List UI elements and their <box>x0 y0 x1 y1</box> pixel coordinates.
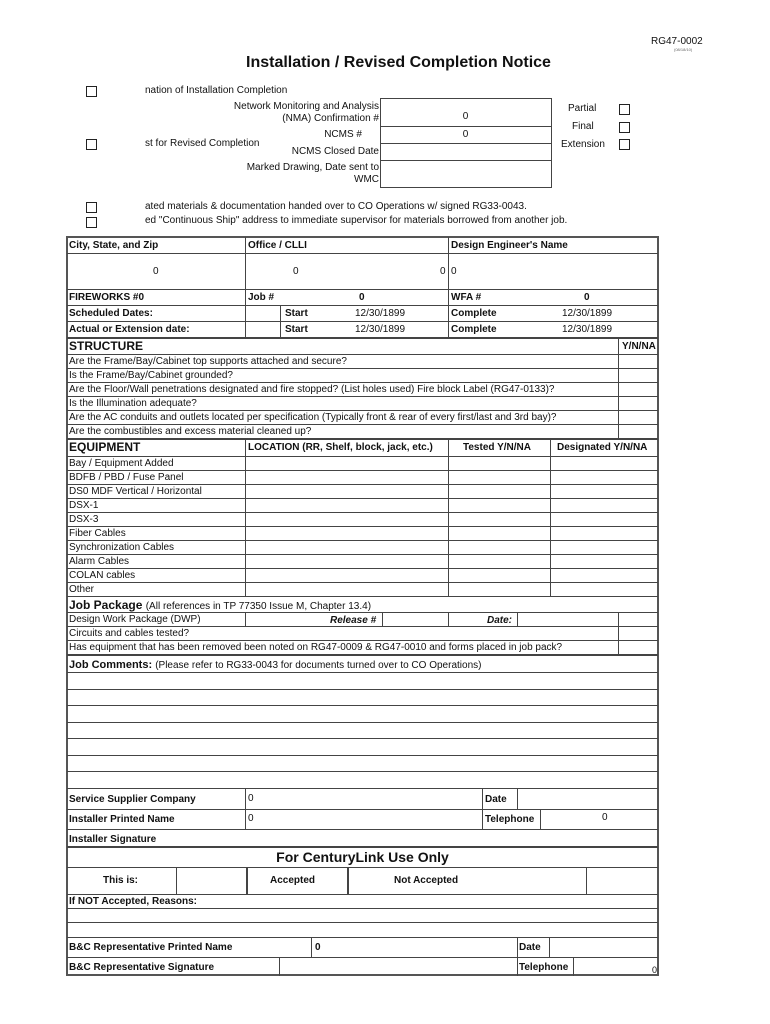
wfa-label: WFA # <box>451 292 482 303</box>
equipment-tested-cell[interactable] <box>449 541 550 554</box>
structure-heading: STRUCTURE <box>69 339 143 353</box>
equipment-location-cell[interactable] <box>246 485 448 498</box>
rep-signature-label: B&C Representative Signature <box>69 962 215 973</box>
equipment-location-cell[interactable] <box>246 583 448 596</box>
not-accepted-label[interactable]: Not Accepted <box>394 875 459 886</box>
comment-line[interactable] <box>67 771 658 772</box>
equipment-tested-cell[interactable] <box>449 471 550 484</box>
equipment-row-label: DS0 MDF Vertical / Horizontal <box>69 486 202 497</box>
continuous-ship-checkbox[interactable] <box>86 217 97 228</box>
installer-name-value[interactable]: 0 <box>248 813 254 824</box>
comment-line[interactable] <box>67 672 658 673</box>
comment-line[interactable] <box>67 722 658 723</box>
equipment-row-label: Other <box>69 584 95 595</box>
equipment-tested-cell[interactable] <box>449 457 550 470</box>
confirmation-label: nation of Installation Completion <box>145 85 288 96</box>
equipment-tested-cell[interactable] <box>449 555 550 568</box>
ncms-closed-label: NCMS Closed Date <box>291 146 379 157</box>
continuous-ship-label: ed "Continuous Ship" address to immediate supervisor for materials borrowed from another job. <box>145 215 568 226</box>
sched-start-value[interactable]: 12/30/1899 <box>355 308 406 319</box>
fireworks-label: FIREWORKS #0 <box>69 292 145 303</box>
equipment-location-cell[interactable] <box>246 541 448 554</box>
equipment-row-label: BDFB / PBD / Fuse Panel <box>69 472 184 483</box>
not-accepted-box[interactable] <box>347 867 587 895</box>
structure-row-label: Are the Frame/Bay/Cabinet top supports attached and secure? <box>69 356 347 367</box>
equipment-tested-cell[interactable] <box>449 513 550 526</box>
extension-checkbox[interactable] <box>619 139 630 150</box>
designated-header: Designated Y/N/NA <box>557 442 648 453</box>
this-is-label: This is: <box>103 875 139 886</box>
comments-heading-wrap <box>69 659 481 672</box>
structure-row-answer[interactable] <box>619 397 658 410</box>
partial-checkbox[interactable] <box>619 104 630 115</box>
supplier-company-value[interactable]: 0 <box>248 793 254 804</box>
engineer-label: Design Engineer's Name <box>451 240 568 251</box>
equipment-row-label: Alarm Cables <box>69 556 130 567</box>
supplier-company-label: Service Supplier Company <box>69 794 196 805</box>
nma-value[interactable]: 0 <box>462 111 469 122</box>
equipment-designated-cell[interactable] <box>551 513 658 526</box>
equipment-row-label: Bay / Equipment Added <box>69 458 174 469</box>
final-label: Final <box>572 121 594 132</box>
equipment-designated-cell[interactable] <box>551 583 658 596</box>
marked-drawing-label: Marked Drawing, Date sent to <box>246 162 379 173</box>
structure-row-label: Are the combustibles and excess material cleaned up? <box>69 426 312 437</box>
comment-line[interactable] <box>67 738 658 739</box>
equipment-location-cell[interactable] <box>246 457 448 470</box>
confirmation-checkbox[interactable] <box>86 86 97 97</box>
equipment-location-cell[interactable] <box>246 471 448 484</box>
job-label: Job # <box>248 292 275 303</box>
sched-complete-label: Complete <box>451 308 497 319</box>
equipment-row-label: Synchronization Cables <box>69 542 175 553</box>
ncms-value[interactable]: 0 <box>462 129 469 140</box>
circuits-label: Circuits and cables tested? <box>69 628 190 639</box>
location-header: LOCATION (RR, Shelf, block, jack, etc.) <box>248 442 433 453</box>
sched-complete-value[interactable]: 12/30/1899 <box>562 308 613 319</box>
installer-telephone-value[interactable]: 0 <box>602 812 608 823</box>
dwp-label: Design Work Package (DWP) <box>69 614 201 625</box>
equipment-row-label: COLAN cables <box>69 570 136 581</box>
tested-header: Tested Y/N/NA <box>463 442 531 453</box>
equipment-tested-cell[interactable] <box>449 527 550 540</box>
marked-drawing-label-2: WMC <box>354 174 379 185</box>
rep-telephone-label: Telephone <box>519 962 569 973</box>
comments-heading: Job Comments: <box>69 659 153 671</box>
equipment-tested-cell[interactable] <box>449 569 550 582</box>
equipment-location-cell[interactable] <box>246 513 448 526</box>
supplier-date-label: Date <box>485 794 507 805</box>
job-package-title: Job Package <box>69 598 143 612</box>
job-value[interactable]: 0 <box>359 292 365 303</box>
ncms-label: NCMS # <box>324 129 362 140</box>
scheduled-label: Scheduled Dates: <box>69 308 153 319</box>
equipment-designated-cell[interactable] <box>551 569 658 582</box>
equipment-heading: EQUIPMENT <box>69 440 141 454</box>
equipment-designated-cell[interactable] <box>551 499 658 512</box>
nma-label-2: (NMA) Confirmation # <box>282 113 379 124</box>
equipment-designated-cell[interactable] <box>551 555 658 568</box>
centurylink-heading: For CenturyLink Use Only <box>276 849 449 865</box>
structure-row-label: Is the Frame/Bay/Cabinet grounded? <box>69 370 233 381</box>
partial-label: Partial <box>568 103 597 114</box>
rep-telephone-value[interactable]: 0 <box>652 965 658 975</box>
materials-checkbox[interactable] <box>86 202 97 213</box>
structure-yn-header: Y/N/NA <box>622 341 656 352</box>
engineer-value[interactable]: 0 <box>451 266 457 277</box>
comment-line[interactable] <box>67 755 658 756</box>
actual-complete-value[interactable]: 12/30/1899 <box>562 324 613 335</box>
revised-completion-checkbox[interactable] <box>86 139 97 150</box>
office-value-2[interactable]: 0 <box>440 266 446 277</box>
wfa-value[interactable]: 0 <box>584 292 590 303</box>
equipment-location-cell[interactable] <box>246 527 448 540</box>
structure-row-label: Is the Illumination adequate? <box>69 398 197 409</box>
comment-line[interactable] <box>67 689 658 690</box>
equipment-designated-cell[interactable] <box>551 527 658 540</box>
equipment-designated-cell[interactable] <box>551 541 658 554</box>
job-package-note: (All references in TP 77350 Issue M, Chapter 13.4) <box>145 601 372 612</box>
rep-date-label: Date <box>519 942 541 953</box>
structure-row-answer[interactable] <box>619 425 658 438</box>
office-label: Office / CLLI <box>248 240 307 251</box>
page-title: Installation / Revised Completion Notice <box>246 54 551 71</box>
final-checkbox[interactable] <box>619 122 630 133</box>
equipment-location-cell[interactable] <box>246 499 448 512</box>
materials-label: ated materials & documentation handed over to CO Operations w/ signed RG33-0043. <box>145 201 527 212</box>
removed-label: Has equipment that has been removed been noted on RG47-0009 & RG47-0010 and forms placed in job pack? <box>69 642 563 653</box>
extension-label: Extension <box>561 139 605 150</box>
equipment-designated-cell[interactable] <box>551 457 658 470</box>
reasons-label: If NOT Accepted, Reasons: <box>69 896 197 907</box>
actual-complete-label: Complete <box>451 324 497 335</box>
rep-name-label: B&C Representative Printed Name <box>69 942 233 953</box>
actual-start-label: Start <box>285 324 308 335</box>
actual-label: Actual or Extension date: <box>69 324 190 335</box>
comments-note: (Please refer to RG33-0043 for documents turned over to CO Operations) <box>155 660 482 671</box>
installer-name-label: Installer Printed Name <box>69 814 175 825</box>
sched-start-label: Start <box>285 308 308 319</box>
city-label: City, State, and Zip <box>69 240 159 251</box>
accepted-label[interactable]: Accepted <box>270 875 316 886</box>
nma-label: Network Monitoring and Analysis <box>233 101 379 112</box>
office-value[interactable]: 0 <box>293 266 299 277</box>
installer-signature-label: Installer Signature <box>69 834 157 845</box>
equipment-location-cell[interactable] <box>246 569 448 582</box>
release-label: Release # <box>330 615 377 626</box>
installer-telephone-label: Telephone <box>485 814 535 825</box>
comment-line[interactable] <box>67 705 658 706</box>
this-is-box <box>176 867 248 895</box>
city-value[interactable]: 0 <box>153 266 159 277</box>
structure-row-answer[interactable] <box>619 383 658 396</box>
equipment-tested-cell[interactable] <box>449 583 550 596</box>
structure-row-answer[interactable] <box>619 355 658 368</box>
equipment-row-label: Fiber Cables <box>69 528 126 539</box>
structure-row-label: Are the AC conduits and outlets located per specification (Typically front & rear of every first/last and 3rd bay)? <box>69 412 557 423</box>
equipment-designated-cell[interactable] <box>551 485 658 498</box>
structure-row-answer[interactable] <box>619 369 658 382</box>
dwp-date-label: Date: <box>487 615 513 626</box>
equipment-location-cell[interactable] <box>246 555 448 568</box>
equipment-row-label: DSX-3 <box>69 514 99 525</box>
rep-name-value[interactable]: 0 <box>315 942 321 953</box>
form-revision: (08/18/10) <box>674 47 693 52</box>
form-id: RG47-0002 <box>651 36 703 47</box>
equipment-tested-cell[interactable] <box>449 499 550 512</box>
structure-row-answer[interactable] <box>619 411 658 424</box>
actual-start-value[interactable]: 12/30/1899 <box>355 324 406 335</box>
revised-completion-label: st for Revised Completion <box>145 138 260 149</box>
structure-row-label: Are the Floor/Wall penetrations designated and fire stopped? (List holes used) Fire block Label (RG47-0133)? <box>69 384 555 395</box>
equipment-row-label: DSX-1 <box>69 500 99 511</box>
equipment-designated-cell[interactable] <box>551 471 658 484</box>
equipment-tested-cell[interactable] <box>449 485 550 498</box>
